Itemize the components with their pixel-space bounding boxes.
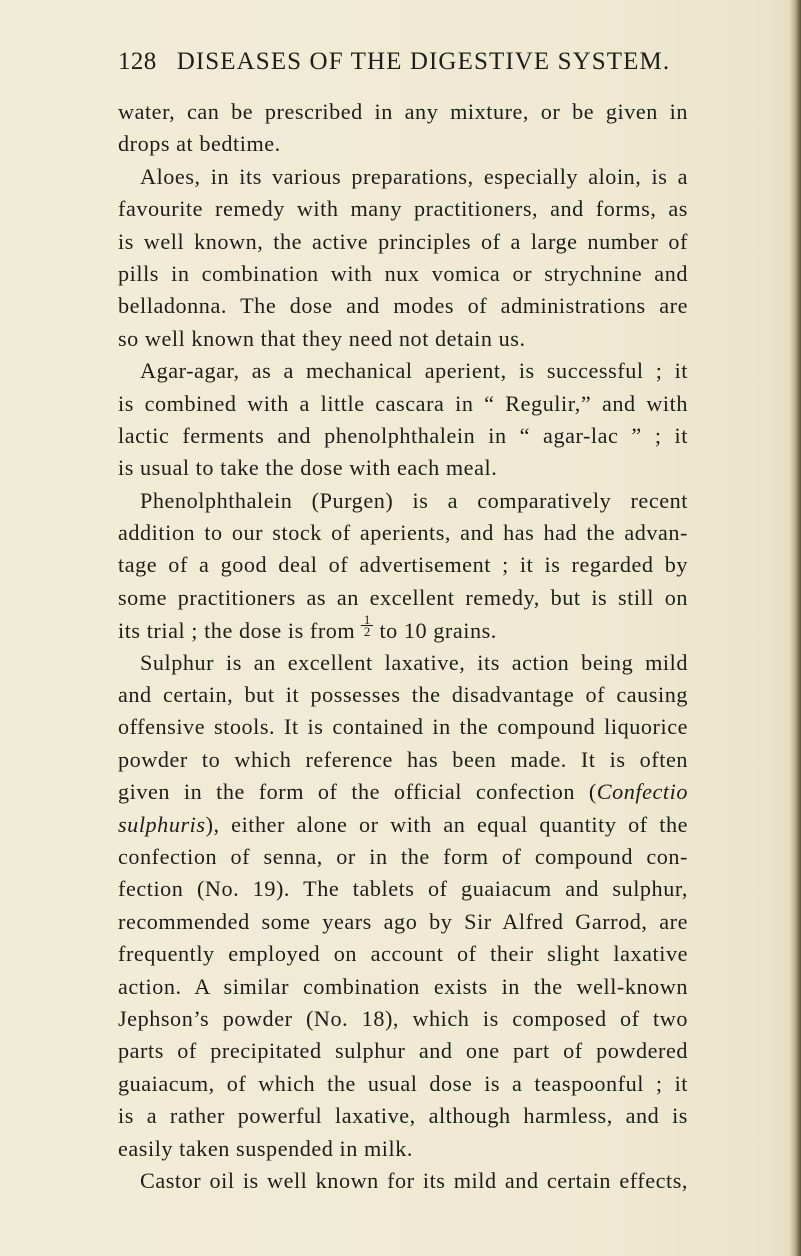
paragraph-start-aloes: Aloes, in its various preparations, especially aloin, is a xyxy=(140,163,688,189)
body-text xyxy=(118,96,688,1197)
dose-text-after: to 10 grains. xyxy=(373,618,497,644)
text-line: fection (No. 19). The tablets of guaiacum and sulphur, xyxy=(118,876,688,902)
text-line: favourite remedy with many practitioners, and forms, as xyxy=(118,196,688,222)
paragraph-start-castor-oil: Castor oil is well known for its mild and certain effects, xyxy=(140,1167,688,1193)
text-line: confection of senna, or in the form of compound con- xyxy=(118,843,688,869)
paragraph-start-sulphur: Sulphur is an excellent laxative, its action being mild xyxy=(140,649,688,675)
text-line: so well known that they need not detain us. xyxy=(118,325,526,351)
confectio-italic: Confectio xyxy=(596,779,688,805)
text-line-dose xyxy=(118,614,688,646)
text-line: drops at bedtime. xyxy=(118,131,281,157)
half-fraction xyxy=(361,612,373,640)
page-edge-shadow xyxy=(789,0,801,1256)
running-header xyxy=(118,48,678,88)
text-line: offensive stools. It is contained in the compound liquorice xyxy=(118,714,688,740)
text-line: powder to which reference has been made. It is often xyxy=(118,746,688,772)
fraction-denominator: 2 xyxy=(363,624,371,640)
text-line: some practitioners as an excellent remedy, but is still on xyxy=(118,584,688,610)
paragraph-start-agar: Agar-agar, as a mechanical aperient, is successful ; it xyxy=(140,358,688,384)
running-title: DISEASES OF THE DIGESTIVE SYSTEM. xyxy=(176,48,671,75)
sulphuris-italic: sulphuris xyxy=(118,811,206,837)
text-line: Jephson’s powder (No. 18), which is composed of two xyxy=(118,1005,688,1031)
text-line: is well known, the active principles of a large number of xyxy=(118,228,688,254)
text-line: lactic ferments and phenolphthalein in “ agar-lac ” ; it xyxy=(118,422,688,448)
sulphuris-text-after: ), either alone or with an equal quantity of the xyxy=(205,811,688,837)
dose-text-before: its trial ; the dose is from xyxy=(118,618,362,644)
text-line: water, can be prescribed in any mixture, or be given in xyxy=(118,99,688,124)
text-line: recommended some years ago by Sir Alfred Garrod, are xyxy=(118,908,688,934)
text-line-confectio xyxy=(118,776,688,808)
page-number: 128 xyxy=(118,48,157,75)
text-line: is combined with a little cascara in “ Regulir,” and with xyxy=(118,390,688,416)
text-line: action. A similar combination exists in the well-known xyxy=(118,973,688,999)
paragraph-start-phenolphthalein: Phenolphthalein (Purgen) is a comparatively recent xyxy=(140,487,688,513)
confectio-text-before: given in the form of the official confection ( xyxy=(118,779,597,805)
text-line: is a rather powerful laxative, although harmless, and is xyxy=(118,1103,688,1129)
fraction-numerator: 1 xyxy=(361,614,373,626)
text-line: pills in combination with nux vomica or strychnine and xyxy=(118,260,688,286)
text-line: easily taken suspended in milk. xyxy=(118,1135,413,1161)
text-line: and certain, but it possesses the disadvantage of causing xyxy=(118,682,688,708)
text-line-sulphuris xyxy=(118,809,688,841)
text-line: belladonna. The dose and modes of administrations are xyxy=(118,293,688,319)
text-line: is usual to take the dose with each meal. xyxy=(118,455,498,481)
text-line: tage of a good deal of advertisement ; it is regarded by xyxy=(118,552,688,578)
text-line: frequently employed on account of their slight laxative xyxy=(118,941,688,967)
text-line: parts of precipitated sulphur and one part of powdered xyxy=(118,1038,688,1064)
text-line: guaiacum, of which the usual dose is a teaspoonful ; it xyxy=(118,1070,688,1096)
text-line: addition to our stock of aperients, and has had the advan- xyxy=(118,520,688,546)
